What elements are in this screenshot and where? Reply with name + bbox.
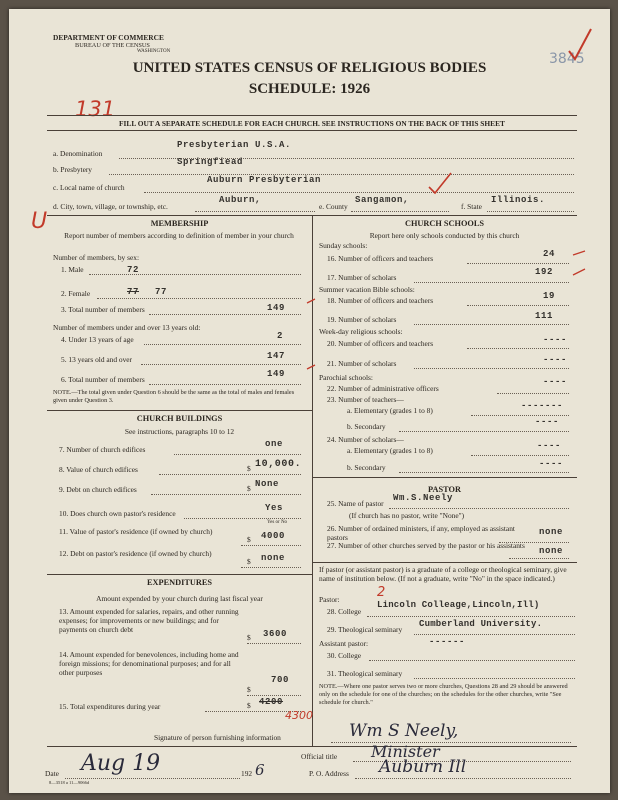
q26-label: 26. Number of ordained ministers, if any, employed as assistant pastors [327,524,515,542]
age-intro-label: Number of members under and over 13 years old: [53,323,201,332]
q15-corrected-value: 4300 [285,709,313,722]
q6-value: 149 [267,369,286,379]
q11-label: 11. Value of pastor's residence (if owned by church) [59,527,213,536]
parochial-label: Parochial schools: [319,373,373,382]
pastor-note: NOTE.—Where one pastor serves two or more churches, Questions 28 and 29 should be answered only on the schedule for one of the churches; on the schedules for the other churches, write "See schedule for church." [319,683,568,706]
signature-value: Wm S Neely, [349,721,459,741]
q29-value: Cumberland University. [419,619,543,629]
q28-label: 28. College [327,607,362,616]
q12-dollar: $ [247,557,251,566]
q9-value: None [255,479,280,489]
q17-label: 17. Number of scholars [327,273,397,282]
q3-label: 3. Total number of members [61,305,145,314]
members-by-sex-label: Number of members, by sex: [53,253,139,262]
q8-value: 10,000. [255,459,302,470]
pastor-red-mark: 2 [377,585,386,600]
q6-label: 6. Total number of members [61,375,145,384]
q15-dollar: $ [247,701,251,710]
county-value: Sangamon, [355,195,410,205]
q5-value: 147 [267,351,286,361]
denomination-label: a. Denomination [53,149,103,158]
official-title-value: Minister [371,742,440,761]
q18-value: 19 [543,291,556,301]
form-code: 8—3518 a 11—9066d [49,780,90,785]
q24b-value: ---- [539,459,564,469]
bureau-label: BUREAU OF THE CENSUS [75,42,150,49]
q22-value: ---- [543,377,568,387]
presbytery-value: Springfiead [177,157,244,167]
q23b-value: ---- [535,417,560,427]
q9-dollar: $ [247,484,251,493]
church-name-value: Auburn Presbyterian [207,175,322,185]
date-value: Aug 19 [81,751,161,776]
q13-label: 13. Amount expended for salaries, repairs, and other running expenses; for improvements or new buildings; and for payments on church debt [59,607,239,634]
assistant-pastor-label: Assistant pastor: [319,639,369,648]
q11-dollar: $ [247,535,251,544]
q21-value: ---- [543,355,568,365]
q3-value: 149 [267,303,286,313]
year-prefix: 192 [241,769,253,778]
state-label: f. State [461,202,482,211]
official-title-label: Official title [301,752,338,761]
red-tick-marks-schools [571,247,591,283]
assistant-pastor-value: ------ [429,637,466,647]
date-label: Date [45,769,59,778]
po-address-label: P. O. Address [309,769,349,778]
q26-value: none [539,527,564,537]
membership-heading: MEMBERSHIP [150,219,209,228]
county-label: e. County [319,202,348,211]
department-label: DEPARTMENT OF COMMERCE [53,33,164,42]
q25-note: (If church has no pastor, write "None") [349,511,465,520]
q4-value: 2 [277,331,284,341]
q2-value: 77 [155,287,168,297]
q23a-label: a. Elementary (grades 1 to 8) [347,406,433,415]
q30-label: 30. College [327,651,362,660]
q19-label: 19. Number of scholars [327,315,397,324]
q1-label: 1. Male [61,265,84,274]
q15-label: 15. Total expenditures during year [59,702,161,711]
red-tick-marks [305,297,319,387]
presbytery-label: b. Presbytery [53,165,92,174]
q15-struck-value: 4200 [259,697,284,707]
sunday-label: Sunday schools: [319,241,368,250]
q7-value: one [265,439,284,449]
form-title: UNITED STATES CENSUS OF RELIGIOUS BODIES [132,60,487,76]
q10-label: 10. Does church own pastor's residence [59,509,176,518]
q2-struck-value: 77 [127,287,140,297]
q23-label: 23. Number of teachers— [327,395,404,404]
q17-value: 192 [535,267,554,277]
red-margin-mark: U [31,209,48,234]
q24b-label: b. Secondary [347,463,386,472]
q5-label: 5. 13 years old and over [61,355,133,364]
q23b-label: b. Secondary [347,422,386,431]
stamp-number: 3845 [549,51,585,67]
graduate-note: If pastor (or assistant pastor) is a graduate of a college or theological seminary, give name of institution below. (If not a graduate, write "No" in the space indicated.) [319,565,567,583]
q22-label: 22. Number of administrative officers [327,384,439,393]
q20-label: 20. Number of officers and teachers [327,339,434,348]
q25-value: Wm.S.Neely [393,493,454,503]
q21-label: 21. Number of scholars [327,359,397,368]
q14-label: 14. Amount expended for benevolences, including home and foreign missions; for denominational purposes; and for all other purposes [59,650,239,677]
pastor-sublabel: Pastor: [319,595,340,604]
census-schedule-sheet [9,9,610,793]
weekday-label: Week-day religious schools: [319,327,403,336]
q8-label: 8. Value of church edifices [59,465,138,474]
state-value: Illinois. [491,195,546,205]
q16-label: 16. Number of officers and teachers [327,254,434,263]
q1-value: 72 [127,265,140,275]
city-label: WASHINGTON [137,49,171,54]
q24-label: 24. Number of scholars— [327,435,404,444]
q24a-label: a. Elementary (grades 1 to 8) [347,446,433,455]
q23a-value: ------- [521,401,564,411]
q8-dollar: $ [247,464,251,473]
q12-value: none [261,553,286,563]
q27-value: none [539,546,564,556]
signature-label: Signature of person furnishing information [154,733,281,742]
q7-label: 7. Number of church edifices [59,445,146,454]
buildings-heading: CHURCH BUILDINGS [136,414,223,423]
city-value: Auburn, [219,195,262,205]
q14-value: 700 [271,675,290,685]
schools-heading: CHURCH SCHOOLS [404,219,485,228]
q31-label: 31. Theological seminary [327,669,403,678]
membership-intro: Report number of members according to definition of member in your church [64,231,294,240]
q27-label: 27. Number of other churches served by the pastor or his assistants [327,541,525,550]
city-label: d. City, town, village, or township, etc. [53,202,168,211]
red-reference-number: 131 [75,97,116,121]
red-check-mark [565,25,595,65]
church-name-label: c. Local name of church [53,183,125,192]
pastor-heading: PASTOR [428,485,461,494]
q11-value: 4000 [261,531,286,541]
denomination-value: Presbyterian U.S.A. [177,140,292,150]
q29-label: 29. Theological seminary [327,625,403,634]
expenditures-sub: Amount expended by your church during last fiscal year [96,594,263,603]
schedule-title: SCHEDULE: 1926 [248,81,371,97]
q9-label: 9. Debt on church edifices [59,485,137,494]
q13-value: 3600 [263,629,288,639]
year-value: 6 [255,761,265,779]
q18-label: 18. Number of officers and teachers [327,296,434,305]
q19-value: 111 [535,311,554,321]
q10-value: Yes [265,503,284,513]
yes-no-hint: Yes or No [267,520,288,525]
buildings-sub: See instructions, paragraphs 10 to 12 [124,427,235,436]
q20-value: ---- [543,335,568,345]
q25-label: 25. Name of pastor [327,499,384,508]
q14-dollar: $ [247,685,251,694]
summer-label: Summer vacation Bible schools: [319,285,415,294]
q12-label: 12. Debt on pastor's residence (if owned by church) [59,549,212,558]
q4-label: 4. Under 13 years of age [61,335,134,344]
schools-sub: Report here only schools conducted by this church [369,231,520,240]
q13-dollar: $ [247,633,251,642]
expenditures-heading: EXPENDITURES [146,578,212,587]
po-address-value: Auburn Ill [379,757,467,777]
membership-note: NOTE.—The total given under Question 6 should be the same as the total of males and females given under Question 3. [53,389,295,404]
q16-value: 24 [543,249,556,259]
instruction-banner: FILL OUT A SEPARATE SCHEDULE FOR EACH CHURCH. SEE INSTRUCTIONS ON THE BACK OF THIS SHEET [119,119,505,128]
q28-value: Lincoln Colleage,Lincoln,Ill) [377,600,540,610]
red-check-mark-county [427,169,455,197]
q2-label: 2. Female [61,289,91,298]
q24a-value: ---- [537,441,562,451]
